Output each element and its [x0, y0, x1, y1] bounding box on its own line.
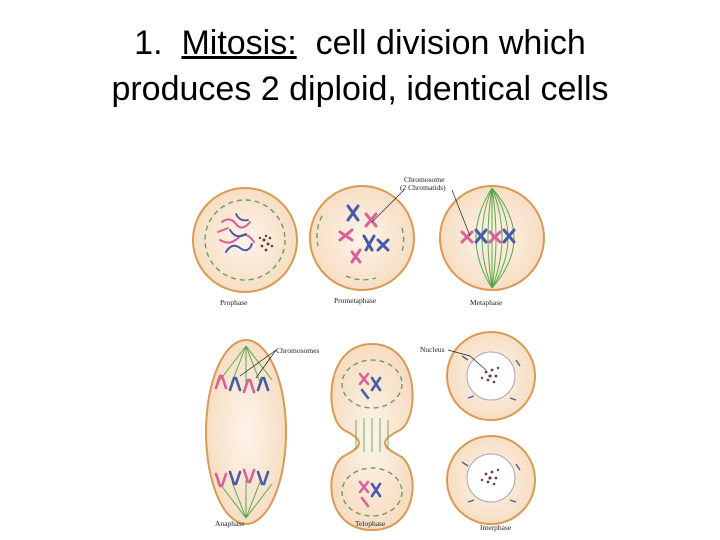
title-number: 1.	[134, 24, 163, 62]
label-anaphase: Anaphase	[215, 519, 245, 528]
metaphase-cell	[440, 186, 544, 290]
anaphase-cell	[206, 340, 286, 524]
label-prophase: Prophase	[220, 298, 248, 307]
telophase-cell	[331, 344, 412, 530]
label-telophase: Telophase	[355, 519, 386, 528]
prometaphase-cell	[310, 186, 414, 290]
title-term: Mitosis:	[181, 24, 297, 62]
interphase-cell-bottom	[447, 436, 535, 524]
label-prometaphase: Prometaphase	[334, 296, 377, 305]
title-line1-rest: cell division which	[315, 24, 586, 62]
callout-chromosome-line1: Chromosome	[404, 175, 445, 184]
callout-chromosome-line2: (2 Chromatids)	[400, 183, 446, 192]
interphase-cell-top	[447, 332, 535, 420]
callout-chromosomes: Chromosomes	[276, 346, 320, 355]
prophase-cell	[193, 188, 297, 292]
callout-nucleus: Nucleus	[420, 345, 445, 354]
title-line-2: produces 2 diploid, identical cells	[111, 70, 609, 108]
label-metaphase: Metaphase	[470, 298, 503, 307]
label-interphase: Interphase	[480, 523, 512, 532]
